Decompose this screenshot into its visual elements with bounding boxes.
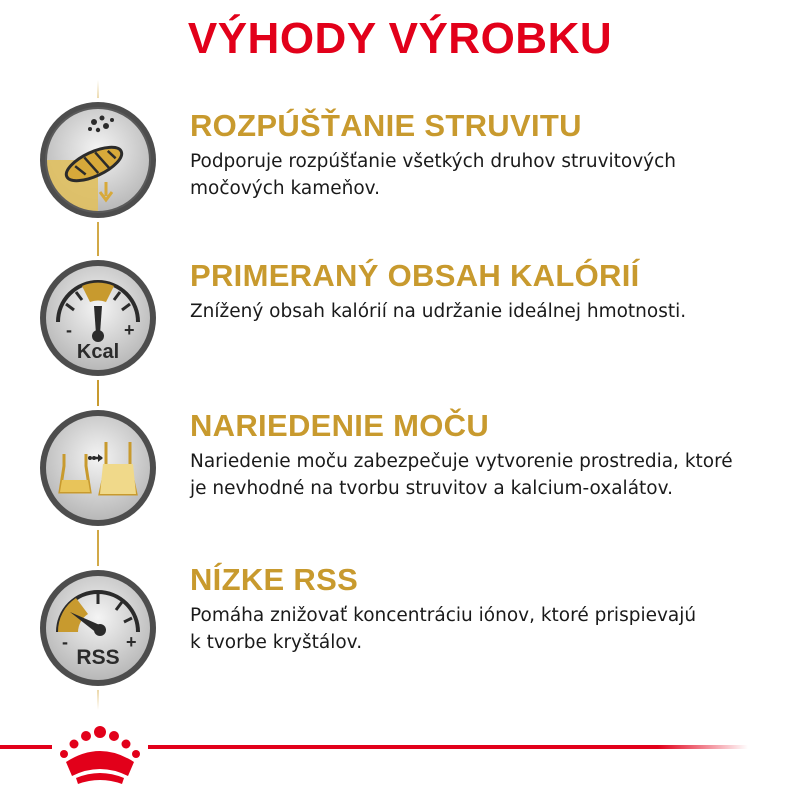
feature-title: NARIEDENIE MOČU: [190, 408, 490, 443]
feature-low-rss: [190, 562, 790, 656]
feature-title: ROZPÚŠŤANIE STRUVITU: [190, 108, 582, 143]
gauge-plus-sign: +: [126, 632, 137, 652]
feature-description: Nariedenie moču zabezpečuje vytvorenie prostredia, ktoré je nevhodné na tvorbu struvitov a kalcium-oxalátov.: [190, 451, 733, 499]
rss-label: RSS: [76, 646, 120, 669]
royal-canin-crown-logo: [52, 718, 148, 794]
footer-divider-right: [148, 745, 748, 749]
gauge-minus-sign: -: [62, 632, 68, 652]
feature-description: Znížený obsah kalórií na udržanie ideálnej hmotnosti.: [190, 301, 687, 322]
kcal-label: Kcal: [76, 341, 120, 363]
urine-dilution-icon: [36, 406, 160, 530]
struvite-dissolution-icon: [36, 98, 160, 222]
gauge-plus-sign: +: [124, 320, 135, 340]
feature-title: NÍZKE RSS: [190, 562, 359, 597]
kcal-gauge-icon: [36, 256, 160, 380]
feature-title: PRIMERANÝ OBSAH KALÓRIÍ: [190, 258, 640, 293]
rss-gauge-icon: [36, 566, 160, 690]
feature-description: Pomáha znižovať koncentráciu iónov, ktoré prispievajú k tvorbe kryštálov.: [190, 605, 697, 653]
feature-struvite-dissolution: [190, 108, 790, 202]
gauge-minus-sign: -: [66, 320, 72, 340]
feature-description: Podporuje rozpúšťanie všetkých druhov struvitových močových kameňov.: [190, 151, 677, 199]
feature-urine-dilution: [190, 408, 790, 502]
footer-divider-left: [0, 745, 52, 749]
page-title: VÝHODY VÝROBKU: [187, 14, 613, 63]
feature-calorie-content: [190, 258, 790, 325]
